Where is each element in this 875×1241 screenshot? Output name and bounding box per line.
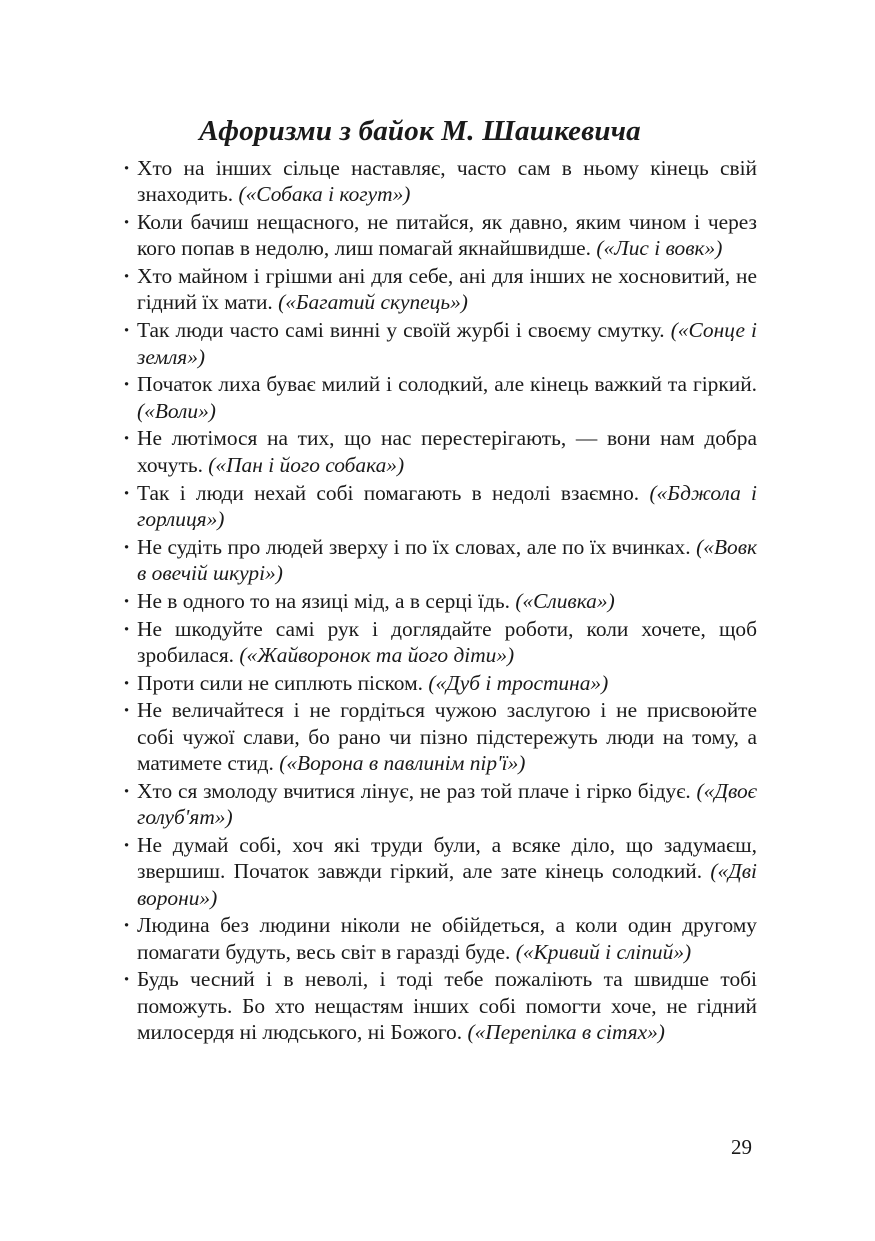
- bullet-mark: ·: [123, 156, 131, 180]
- aphorism-item: [120, 670, 757, 696]
- aphorism-item: [120, 778, 757, 831]
- aphorism-text: Хто ся змолоду вчитися лінує, не раз той плаче і гірко бідує.: [137, 778, 697, 803]
- aphorism-text: Не шкодуйте самі рук і доглядайте роботи, коли хочете, щоб зробилася.: [137, 616, 757, 667]
- aphorism-source: («Сливка»): [515, 588, 615, 613]
- aphorism-item: [120, 616, 757, 669]
- bullet-mark: ·: [123, 318, 131, 343]
- aphorism-text: Початок лиха буває милий і солодкий, але кінець важкий та гіркий.: [137, 372, 757, 397]
- aphorism-item: [120, 155, 757, 208]
- bullet-mark: ·: [123, 426, 131, 451]
- bullet-mark: ·: [123, 967, 131, 992]
- aphorism-list: [120, 155, 757, 1047]
- aphorism-text: Не в одного то на язиці мід, а в серці їдь.: [137, 588, 516, 613]
- bullet-mark: ·: [123, 698, 131, 723]
- bullet-mark: ·: [123, 616, 131, 641]
- bullet-mark: ·: [123, 778, 131, 803]
- aphorism-source: («Перепілка в сітях»): [467, 1020, 665, 1044]
- aphorism-item: [120, 480, 757, 533]
- aphorism-item: [120, 209, 757, 262]
- aphorism-source: («Дуб і тростина»): [428, 670, 609, 695]
- aphorism-text: Не величайтеся і не гордіться чужою заслугою і не присвоюйте собі чужої слави, бо рано чи пізно підстережуть люди на тому, а матимете стид.: [137, 698, 757, 776]
- bullet-mark: ·: [123, 534, 131, 559]
- bullet-mark: ·: [123, 480, 131, 505]
- aphorism-text: Хто на інших сільце наставляє, часто сам в ньому кінець свій знаходить.: [137, 156, 757, 207]
- aphorism-source: («Пан і його собака»): [208, 452, 405, 477]
- aphorism-item: [120, 371, 757, 424]
- aphorism-source: («Жайворонок та його діти»): [239, 642, 515, 667]
- aphorism-item: [120, 832, 757, 911]
- aphorism-source: («Ворона в павлинім пір'ї»): [279, 751, 526, 776]
- aphorism-source: («Дві ворони»): [137, 859, 757, 910]
- aphorism-source: («Вовк в овечій шкурі»): [137, 534, 757, 585]
- aphorism-item: [120, 588, 757, 614]
- aphorism-text: Не судіть про людей зверху і по їх словах, але по їх вчинках.: [137, 534, 697, 559]
- bullet-mark: ·: [123, 210, 131, 235]
- aphorism-text: Людина без людини ніколи не обійдеться, а коли один другому помагати будуть, весь світ в гаразді буде.: [137, 913, 757, 964]
- aphorism-item: [120, 317, 757, 370]
- aphorism-source: («Сонце і земля»): [137, 318, 757, 369]
- bullet-mark: ·: [123, 913, 131, 938]
- aphorism-source: («Бджола і горлиця»): [137, 480, 757, 531]
- page-title: Афоризми з байок М. Шашкевича: [199, 115, 641, 147]
- bullet-mark: ·: [123, 670, 131, 695]
- bullet-mark: ·: [123, 264, 131, 289]
- aphorism-item: [120, 697, 757, 776]
- aphorism-source: («Кривий і сліпий»): [515, 939, 692, 964]
- aphorism-source: («Лис і вовк»): [596, 236, 723, 261]
- aphorism-text: Коли бачиш нещасного, не питайся, як давно, яким чином і через кого попав в недолю, лиш помагай якнайшвидше.: [137, 210, 757, 261]
- aphorism-item: [120, 912, 757, 965]
- aphorism-source: («Двоє голуб'ят»): [137, 778, 757, 830]
- bullet-mark: ·: [123, 832, 131, 857]
- bullet-mark: ·: [123, 588, 131, 613]
- aphorism-text: Будь чесний і в неволі, і тоді тебе пожаліють та швидше тобі поможуть. Бо хто нещастям інших собі помогти хоче, не гідний милосердя ні людського, ні Божого.: [137, 967, 757, 1044]
- aphorism-text: Не думай собі, хоч які труди були, а всяке діло, що задумаєш, звершиш. Початок завжди гіркий, але зате кінець солодкий.: [137, 832, 757, 884]
- aphorism-source: («Воли»): [137, 398, 216, 423]
- aphorism-item: [120, 966, 757, 1045]
- aphorism-item: [120, 263, 757, 316]
- aphorism-text: Так люди часто самі винні у своїй журбі і своєму смутку.: [137, 318, 671, 343]
- bullet-mark: ·: [123, 372, 131, 397]
- aphorism-source: («Собака і когут»): [238, 182, 411, 207]
- aphorism-text: Хто майном і грішми ані для себе, ані для інших не хосновитий, не гідний їх мати.: [137, 264, 757, 315]
- aphorism-text: Проти сили не сиплють піском.: [137, 670, 429, 695]
- aphorism-item: [120, 425, 757, 478]
- aphorism-text: Не лютімося на тих, що нас перестерігають, — вони нам добра хочуть.: [137, 426, 757, 477]
- aphorism-item: [120, 534, 757, 587]
- page-number: 29: [731, 1135, 752, 1159]
- aphorism-text: Так і люди нехай собі помагають в недолі взаємно.: [137, 480, 650, 505]
- aphorism-source: («Багатий скупець»): [278, 290, 468, 315]
